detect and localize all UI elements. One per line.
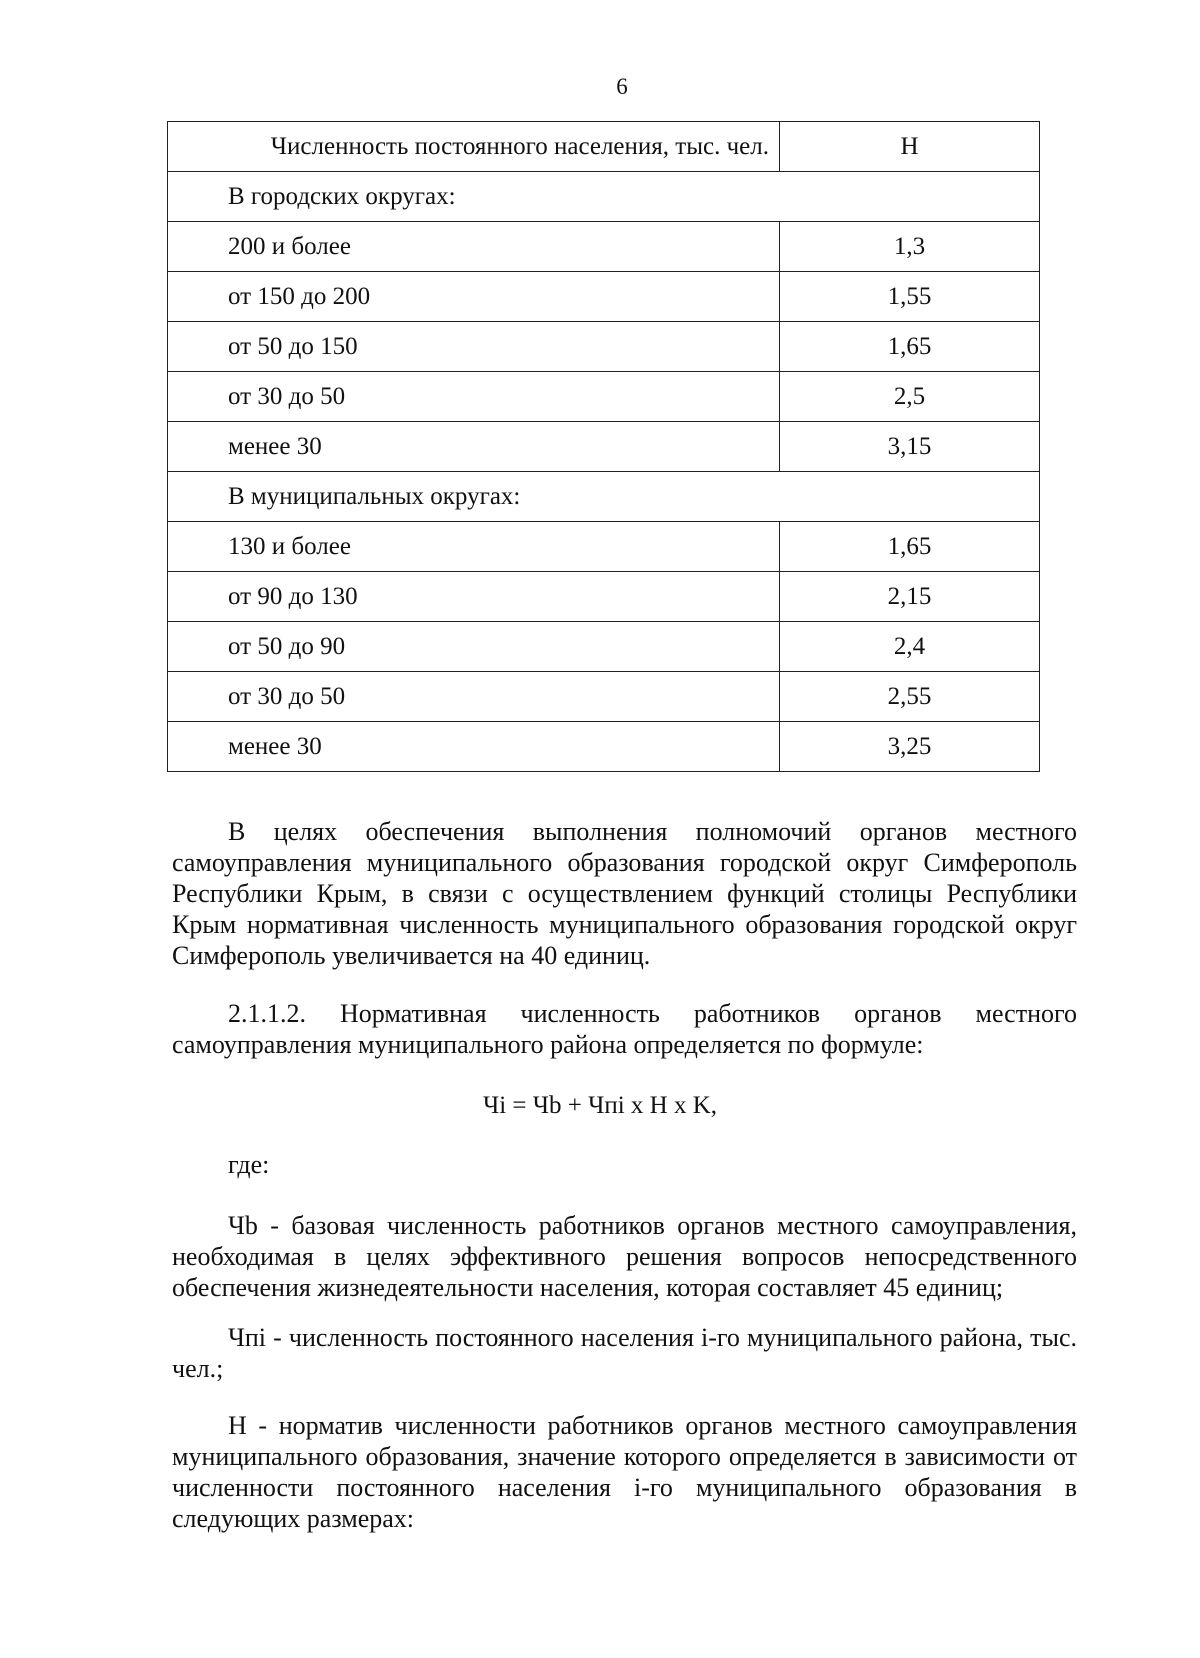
section-row (168, 472, 1040, 522)
formula: Чi = Чb + Чпi x Н x K, (482, 1092, 718, 1119)
paragraph-capital-function (172, 816, 1077, 971)
table-row (168, 372, 1040, 422)
paragraph-norm (172, 1410, 1077, 1534)
row-value: 3,25 (780, 722, 1040, 772)
row-label: от 50 до 90 (168, 622, 780, 672)
header-norm-label: Н (780, 122, 1040, 172)
row-label: менее 30 (168, 422, 780, 472)
section-title-municipal: В муниципальных округах: (168, 472, 1040, 522)
section-title-urban: В городских округах: (168, 172, 1040, 222)
row-value: 1,55 (780, 272, 1040, 322)
row-value: 2,15 (780, 572, 1040, 622)
row-value: 1,65 (780, 522, 1040, 572)
row-label: менее 30 (168, 722, 780, 772)
row-label: 200 и более (168, 222, 780, 272)
row-value: 2,55 (780, 672, 1040, 722)
paragraph-text: В целях обеспечения выполнения полномочий органов местного самоуправления муниципального образования городской округ Симферополь Республики Крым, в связи с осуществлением функций столицы Республики Крым нормативная численность муниципального образования городской округ Симферополь увеличивается на 40 единиц. (172, 817, 1077, 970)
table-row (168, 572, 1040, 622)
table-row (168, 272, 1040, 322)
where-label: где: (228, 1150, 270, 1179)
paragraph-text: Чb - базовая численность работников органов местного самоуправления, необходимая в целях эффективного решения вопросов непосредственного обеспечения жизнедеятельности населения, которая составляет 45 единиц; (172, 1211, 1077, 1302)
row-value: 2,4 (780, 622, 1040, 672)
row-label: от 90 до 130 (168, 572, 780, 622)
paragraph-formula-intro (172, 998, 1077, 1060)
table-header-row (168, 122, 1040, 172)
row-label: от 150 до 200 (168, 272, 780, 322)
row-label: от 30 до 50 (168, 372, 780, 422)
row-value: 3,15 (780, 422, 1040, 472)
paragraph-population (172, 1322, 1077, 1384)
row-value: 1,65 (780, 322, 1040, 372)
table-row (168, 522, 1040, 572)
norm-table (167, 121, 1040, 772)
row-value: 1,3 (780, 222, 1040, 272)
page-number: 6 (616, 74, 628, 99)
row-label: 130 и более (168, 522, 780, 572)
row-label: от 30 до 50 (168, 672, 780, 722)
paragraph-base-count (172, 1210, 1077, 1303)
table-row (168, 672, 1040, 722)
table-row (168, 222, 1040, 272)
table-row (168, 322, 1040, 372)
paragraph-text: 2.1.1.2. Нормативная численность работников органов местного самоуправления муниципального района определяется по формуле: (172, 999, 1077, 1059)
section-row (168, 172, 1040, 222)
row-value: 2,5 (780, 372, 1040, 422)
table-row (168, 622, 1040, 672)
row-label: от 50 до 150 (168, 322, 780, 372)
header-population-label: Численность постоянного населения, тыс. чел. (168, 122, 780, 172)
paragraph-text: Чпi - численность постоянного населения i-го муниципального района, тыс. чел.; (172, 1323, 1077, 1383)
paragraph-text: Н - норматив численности работников органов местного самоуправления муниципального образования, значение которого определяется в зависимости от численности постоянного населения i-го муниципального образования в следующих размерах: (172, 1411, 1077, 1533)
table-row (168, 422, 1040, 472)
table-row (168, 722, 1040, 772)
